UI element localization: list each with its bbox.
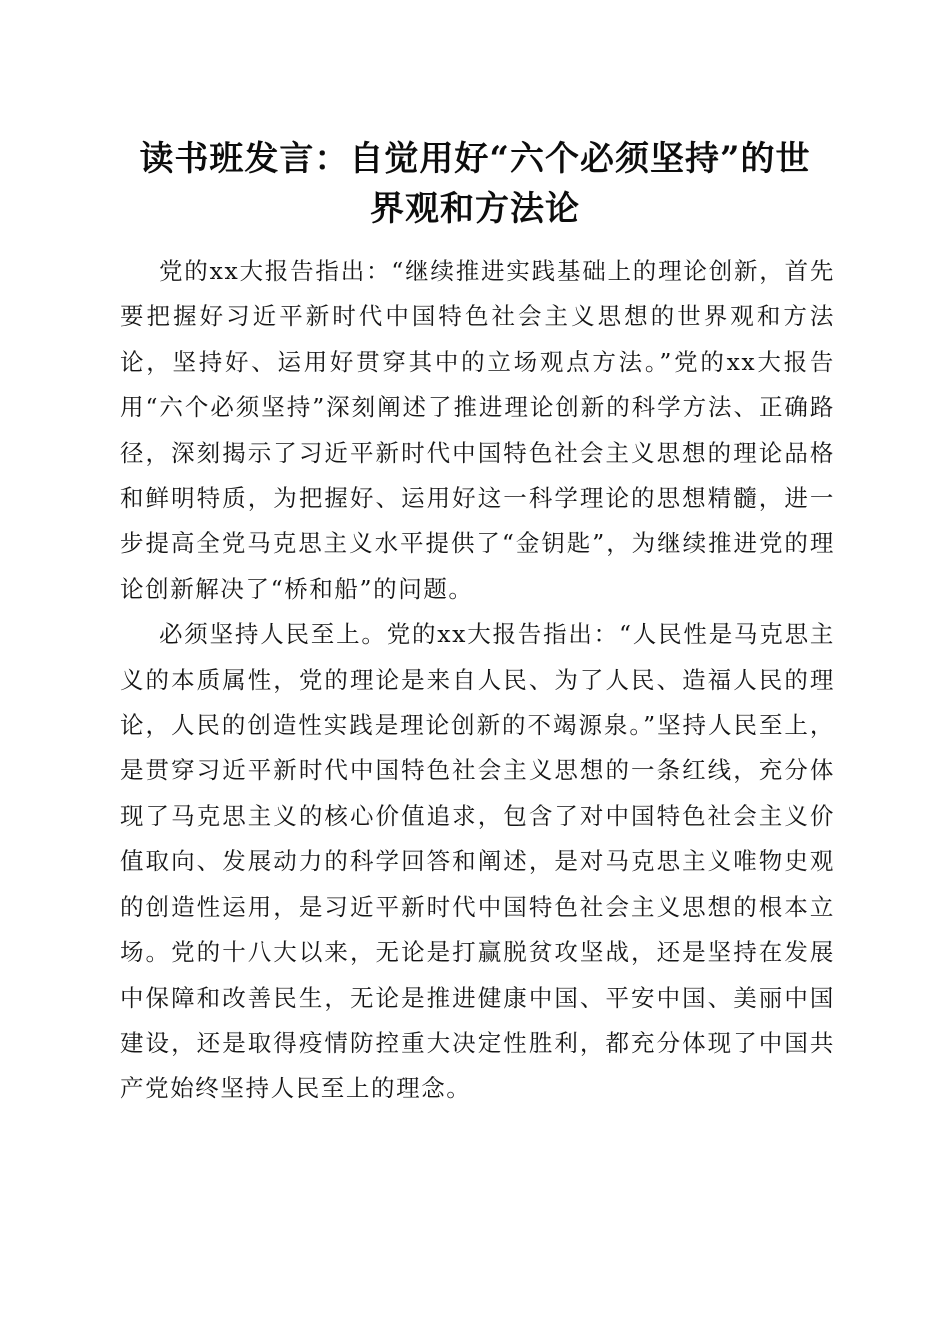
- paragraph-2: 必须坚持人民至上。党的xx大报告指出：“人民性是马克思主义的本质属性，党的理论是来自人民、为了人民、造福人民的理论，人民的创造性实践是理论创新的不竭源泉。”坚持人民至上，是贯穿习近平新时代中国特色社会主义思想的一条红线，充分体现了马克思主义的核心价值追求，包含了对中国特色社会主义价值取向、发展动力的科学回答和阐述，是对马克思主义唯物史观的创造性运用，是习近平新时代中国特色社会主义思想的根本立场。党的十八大以来，无论是打赢脱贫攻坚战，还是坚持在发展中保障和改善民生，无论是推进健康中国、平安中国、美丽中国建设，还是取得疫情防控重大决定性胜利，都充分体现了中国共产党始终坚持人民至上的理念。: [120, 620, 835, 1103]
- document-title: [110, 134, 840, 234]
- title-line-2: 界观和方法论: [370, 189, 580, 229]
- title-line-1: 读书班发言：自觉用好“六个必须坚持”的世: [139, 139, 811, 179]
- document-body: [120, 249, 835, 1112]
- paragraph-1: 党的xx大报告指出：“继续推进实践基础上的理论创新，首先要把握好习近平新时代中国特色社会主义思想的世界观和方法论，坚持好、运用好贯穿其中的立场观点方法。”党的xx大报告用“六个必须坚持”深刻阐述了推进理论创新的科学方法、正确路径，深刻揭示了习近平新时代中国特色社会主义思想的理论品格和鲜明特质，为把握好、运用好这一科学理论的思想精髓，进一步提高全党马克思主义水平提供了“金钥匙”，为继续推进党的理论创新解决了“桥和船”的问题。: [120, 257, 835, 603]
